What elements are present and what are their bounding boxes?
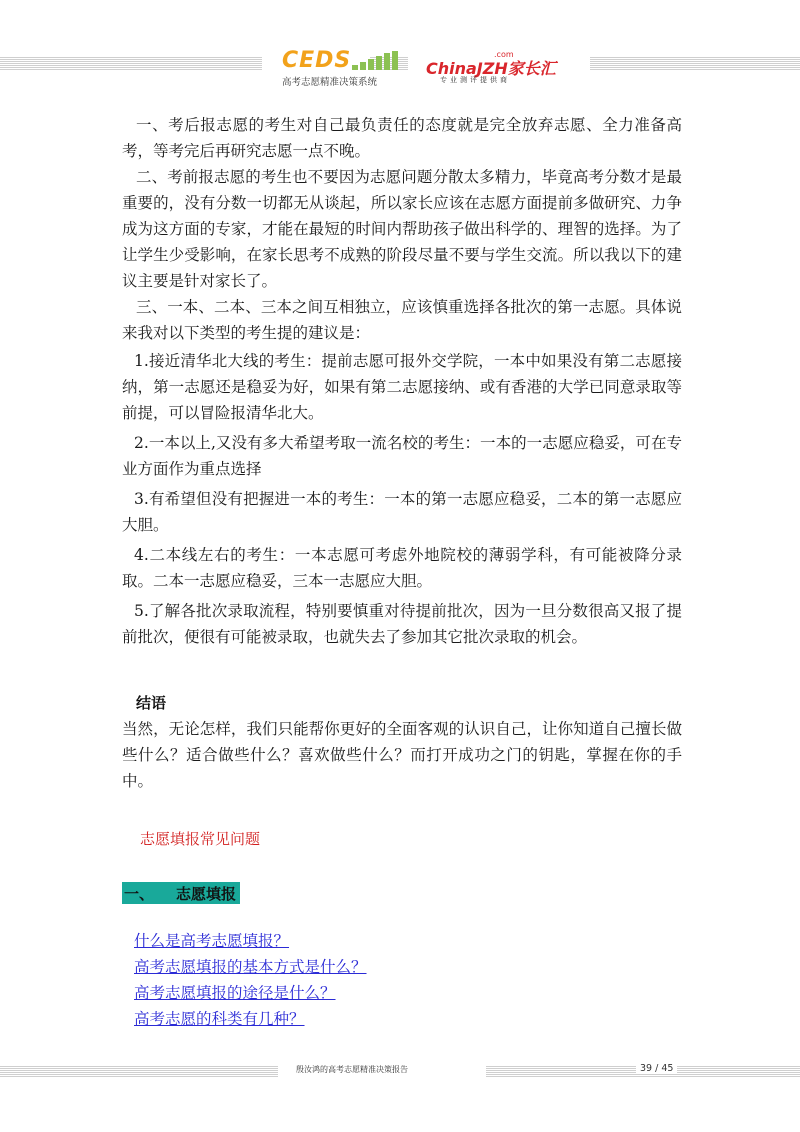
paragraph-advice-2: 二、考前报志愿的考生也不要因为志愿问题分散太多精力，毕竟高考分数才是最重要的，没有分数一切都无从谈起，所以家长应该在志愿方面提前多做研究、力争成为这方面的专家，才能在最短的时间内帮助孩子做出科学的、理智的选择。为了让学生少受影响，在家长思考不成熟的阶段尽量不要与学生交流。所以我以下的建议主要是针对家长了。 (122, 168, 682, 290)
bar-chart-icon (352, 52, 398, 70)
list-item-4: 4.二本线左右的考生：一本志愿可考虑外地院校的薄弱学科，有可能被降分录取。二本一志愿应稳妥，三本一志愿应大胆。 (122, 546, 682, 590)
ceds-logo-text: CEDS (282, 48, 352, 73)
paragraph-advice-3: 三、一本、二本、三本之间互相独立，应该慎重选择各批次的第一志愿。具体说来我对以下类型的考生提的建议是： (122, 298, 682, 342)
header-rule-right (590, 57, 800, 71)
faq-title: 志愿填报常见问题 (140, 830, 261, 848)
ceds-logo (282, 50, 402, 86)
faq-link-basic-method[interactable]: 高考志愿填报的基本方式是什么？ (134, 958, 367, 976)
faq-link-what-is[interactable]: 什么是高考志愿填报？ (134, 932, 290, 950)
partner-logo-text: ChinaJZH家长汇 (426, 59, 556, 78)
ceds-logo-subtitle: 高考志愿精准决策系统 (282, 77, 378, 88)
conclusion-section (122, 716, 682, 794)
list-item-3: 3.有希望但没有把握进一本的考生：一本的第一志愿应稳妥，二本的第一志愿应大胆。 (122, 490, 682, 534)
partner-logo (426, 52, 586, 86)
advice-section (122, 112, 682, 650)
paragraph-advice-1: 一、考后报志愿的考生对自己最负责任的态度就是完全放弃志愿、全力准备高考，等考完后再研究志愿一点不晚。 (122, 116, 682, 160)
faq-link-categories[interactable]: 高考志愿的科类有几种？ (134, 1010, 305, 1028)
footer-rule-left (0, 1066, 278, 1078)
footer-report-title: 殷汝鸿的高考志愿精准决策报告 (296, 1065, 408, 1074)
list-item-5: 5.了解各批次录取流程，特别要慎重对待提前批次，因为一旦分数很高又报了提前批次，便很有可能被录取，也就失去了参加其它批次录取的机会。 (122, 602, 682, 646)
list-item-1: 1.接近清华北大线的考生：提前志愿可报外交学院，一本中如果没有第二志愿接纳，第一志愿还是稳妥为好，如果有第二志愿接纳、或有香港的大学已同意录取等前提，可以冒险报清华北大。 (122, 352, 682, 422)
conclusion-paragraph: 当然，无论怎样，我们只能帮你更好的全面客观的认识自己，让你知道自己擅长做些什么？适合做些什么？喜欢做些什么？而打开成功之门的钥匙，掌握在你的手中。 (122, 720, 682, 790)
partner-logo-com: .com (494, 50, 514, 59)
list-item-2: 2.一本以上,又没有多大希望考取一流名校的考生：一本的一志愿应稳妥，可在专业方面作为重点选择 (122, 434, 682, 478)
faq-section-number: 一、 (124, 884, 155, 903)
partner-logo-subtitle: 专业测评提供商 (440, 76, 510, 84)
conclusion-heading: 结语 (136, 694, 167, 712)
faq-section-label: 志愿填报 (176, 884, 237, 903)
faq-link-list (134, 928, 367, 1032)
header-rule-left (0, 57, 262, 71)
faq-section-header (122, 882, 240, 904)
page-number: 39 / 45 (636, 1063, 677, 1074)
faq-link-channels[interactable]: 高考志愿填报的途径是什么？ (134, 984, 336, 1002)
